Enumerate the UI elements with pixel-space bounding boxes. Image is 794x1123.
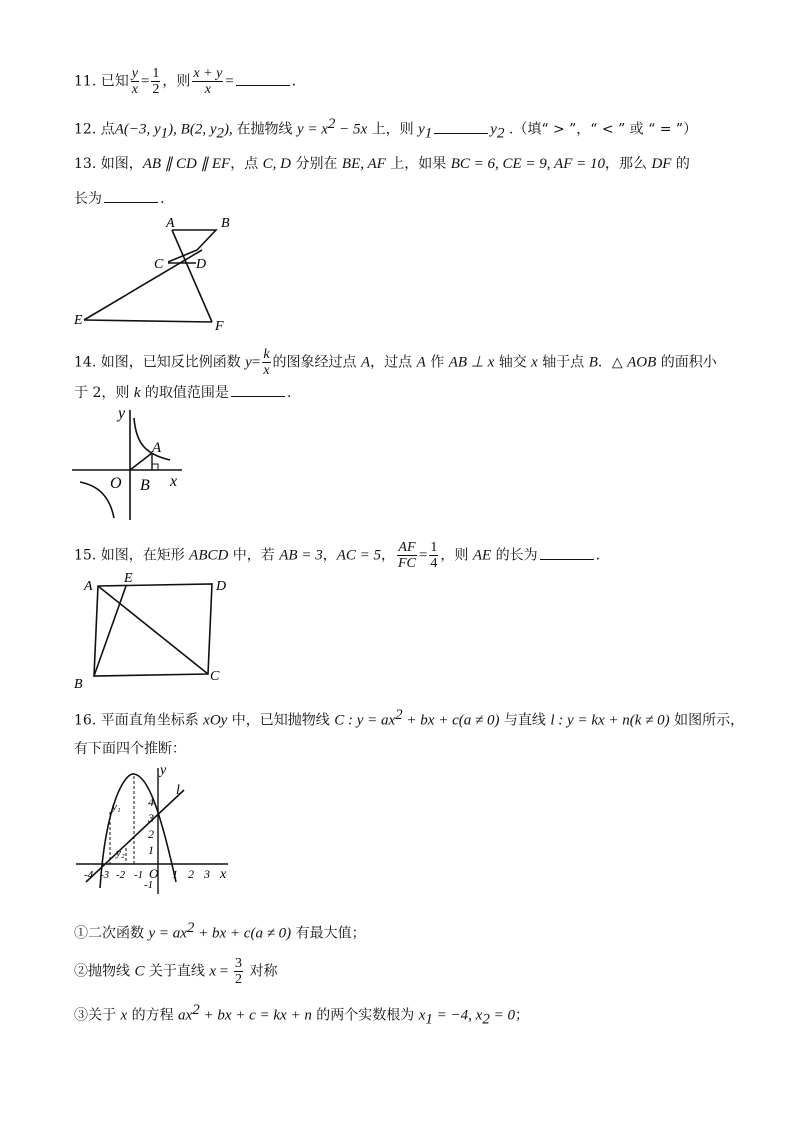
figure-15 [72, 572, 242, 690]
fraction-one-half: $\frac{1}{2}$ [152, 66, 160, 97]
fraction-k-over-x: $\frac{k}{x}$ [263, 347, 270, 378]
label-B: B [221, 216, 230, 231]
statement-2: ②抛物线 C 关于直线 x = $\frac{3}{2}$ 对称 [74, 956, 278, 987]
question-11: 11. 已知 $\frac{y}{x}$ = $\frac{1}{2}$ ，则 $\frac{x + y}{x}$ = . [74, 66, 297, 97]
figure-16 [70, 760, 240, 900]
question-13-line2: 长为 . [74, 188, 164, 209]
question-13-line1: 13. 如图，AB ∥ CD ∥ EF，点 C, D 分别在 BE, AF 上，如果 BC = 6, CE = 9, AF = 10，那么 DF 的 [74, 156, 690, 172]
fraction-xy-over-x: $\frac{x + y}{x}$ [193, 66, 223, 97]
statement-3: ③关于 x 的方程 $ax^2$ + bx + c = kx + n 的两个实数根为 $x_1 = -4$, $x_2 = 0$； [74, 1002, 529, 1028]
question-12: 12. 点A(−3, $y_1$), B(2, $y_2$), 在抛物线 $y = x^2 - 5x$ 上，则 $y_1$ $y_2$ .（填“ > ”，“ < ” 或 “ = ”） [74, 116, 698, 142]
fraction-one-quarter: $\frac{1}{4}$ [430, 540, 438, 571]
label-D: D [216, 579, 227, 594]
label-x: x [170, 473, 178, 490]
fraction-three-halves: $\frac{3}{2}$ [235, 956, 243, 987]
label-x: x [220, 867, 227, 882]
svg-text:3: 3 [148, 811, 154, 825]
svg-text:-3: -3 [100, 869, 110, 881]
label-y: y [160, 763, 167, 778]
fraction-y-over-x: $\frac{y}{x}$ [131, 66, 138, 97]
fraction-af-over-fc: $\frac{AF}{FC}$ [398, 540, 416, 571]
label-B: B [74, 677, 83, 690]
figure-14 [70, 402, 200, 524]
label-O: O [149, 866, 159, 881]
label-D: D [196, 257, 207, 272]
question-16-line1: 16. 平面直角坐标系 xOy 中，已知抛物线 C : $y = ax^2$ + bx + c(a ≠ 0) 与直线 l : y = kx + n(k ≠ 0) 如图所示， [74, 707, 745, 729]
label-A: A [84, 579, 93, 594]
label-y2: y₂ [116, 847, 125, 859]
svg-text:-1: -1 [134, 869, 144, 881]
statement-1: ①二次函数 $y = ax^2$ + bx + c(a ≠ 0) 有最大值； [74, 920, 366, 942]
answer-blank-12[interactable] [434, 119, 488, 134]
label-l: l [176, 783, 180, 798]
label-B: B [140, 477, 150, 494]
label-y: y [118, 405, 126, 422]
label-O: O [110, 475, 122, 492]
svg-text:-4: -4 [84, 869, 94, 881]
label-C: C [154, 257, 164, 272]
svg-text:4: 4 [148, 795, 154, 809]
svg-text:-2: -2 [116, 869, 126, 881]
question-14-line2: 于 2，则 k 的取值范围是 . [74, 382, 291, 403]
label-A: A [152, 440, 162, 456]
svg-text:-1: -1 [144, 879, 154, 891]
label-E: E [74, 313, 83, 328]
svg-text:2: 2 [188, 867, 194, 881]
svg-text:1: 1 [172, 867, 178, 881]
svg-text:3: 3 [204, 867, 210, 881]
answer-blank-11[interactable] [236, 71, 290, 86]
question-16-line2: 有下面四个推断： [74, 741, 186, 757]
label-C: C [210, 669, 220, 684]
question-14-line1: 14. 如图，已知反比例函数 y= $\frac{k}{x}$ 的图象经过点 A，过点 A 作 AB ⊥ x 轴交 x 轴于点 B．△ AOB 的面积小 [74, 347, 717, 378]
label-F: F [215, 319, 224, 332]
answer-blank-15[interactable] [540, 545, 594, 560]
question-15: 15. 如图，在矩形 ABCD 中，若 AB = 3，AC = 5， $\frac{AF}{FC}$ = $\frac{1}{4}$ ，则 AE 的长为 . [74, 540, 601, 571]
svg-text:1: 1 [148, 843, 154, 857]
answer-blank-14[interactable] [231, 382, 285, 397]
label-A: A [166, 216, 175, 231]
label-E: E [124, 572, 133, 586]
svg-text:2: 2 [148, 827, 154, 841]
answer-blank-13[interactable] [104, 188, 158, 203]
label-y1: y₁ [112, 801, 121, 813]
figure-13 [72, 212, 242, 332]
